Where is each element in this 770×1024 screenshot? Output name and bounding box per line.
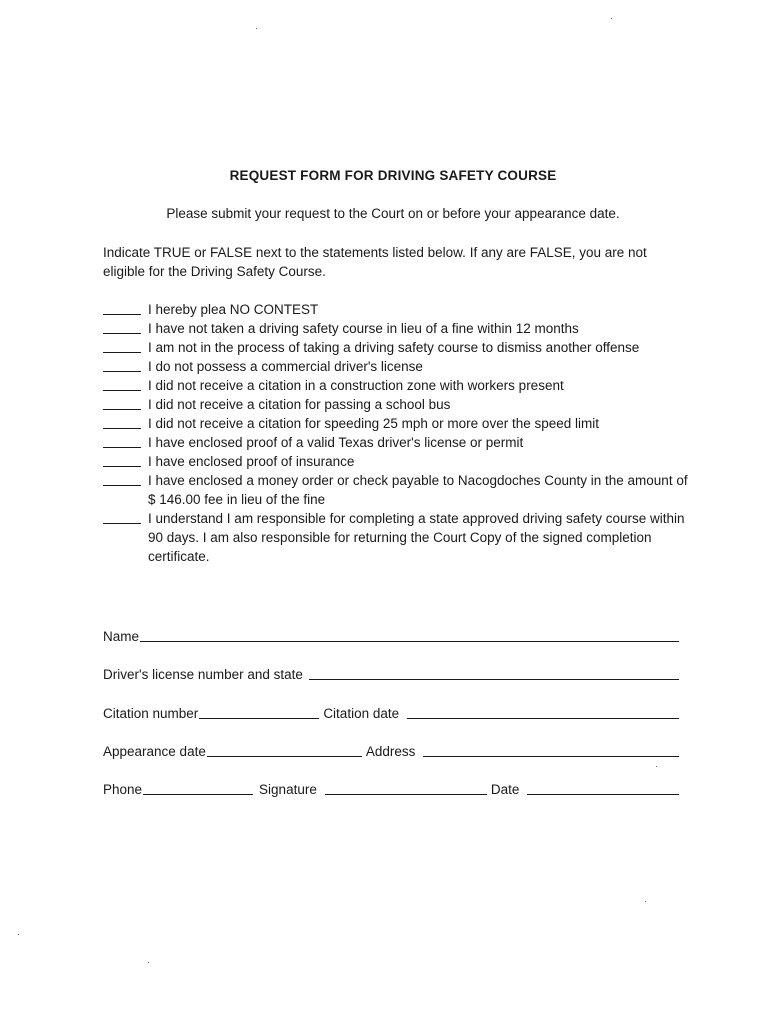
statement-text: I have enclosed a money order or check payable to Nacogdoches County in the amount of $ 146.00 fee in lieu of the fine (148, 473, 688, 507)
license-label: Driver's license number and state (103, 667, 303, 682)
license-field[interactable] (309, 665, 679, 680)
instructions-text: Indicate TRUE or FALSE next to the statements listed below. If any are FALSE, you are not eligible for the Driving Safety Course. (103, 245, 647, 279)
true-false-blank[interactable] (103, 319, 141, 334)
statement-text: I did not receive a citation for passing a school bus (148, 397, 451, 412)
true-false-blank[interactable] (103, 300, 141, 315)
statement-text: I am not in the process of taking a driving safety course to dismiss another offense (148, 340, 640, 355)
statement-text: I understand I am responsible for completing a state approved driving safety course within 90 days. I am also responsible for returning the Court Copy of the signed completion certificate. (148, 511, 685, 564)
statement-item (103, 300, 693, 319)
scan-speck (148, 962, 149, 963)
true-false-blank[interactable] (103, 395, 141, 410)
true-false-blank[interactable] (103, 376, 141, 391)
true-false-blank[interactable] (103, 338, 141, 353)
statement-item (103, 338, 693, 357)
true-false-blank[interactable] (103, 433, 141, 448)
appearance-date-field[interactable] (207, 742, 362, 757)
true-false-blank[interactable] (103, 509, 141, 524)
citation-date-field[interactable] (407, 704, 679, 719)
citation-number-field[interactable] (199, 704, 319, 719)
license-row (103, 662, 683, 682)
statement-item (103, 433, 693, 452)
citation-date-label: Citation date (323, 706, 400, 721)
form-title: REQUEST FORM FOR DRIVING SAFETY COURSE (229, 168, 557, 183)
statement-item (103, 376, 693, 395)
statement-text: I have enclosed proof of insurance (148, 454, 355, 469)
phone-label: Phone (103, 782, 143, 797)
scan-speck (611, 18, 612, 19)
statement-list (103, 300, 693, 566)
statement-text: I did not receive a citation for speeding 25 mph or more over the speed limit (148, 416, 599, 431)
appearance-row (103, 739, 683, 759)
statement-text: I have enclosed proof of a valid Texas driver's license or permit (148, 435, 524, 450)
statement-item (103, 509, 693, 566)
scan-speck (656, 766, 657, 767)
citation-row (103, 701, 683, 721)
citation-number-label: Citation number (103, 706, 199, 721)
scan-speck (256, 28, 257, 29)
true-false-blank[interactable] (103, 471, 141, 486)
statement-item (103, 395, 693, 414)
appearance-date-label: Appearance date (103, 744, 206, 759)
date-field[interactable] (527, 780, 679, 795)
statement-item (103, 319, 693, 338)
address-field[interactable] (423, 742, 679, 757)
statement-text: I hereby plea NO CONTEST (148, 302, 319, 317)
true-false-blank[interactable] (103, 357, 141, 372)
date-label: Date (490, 782, 520, 797)
address-label: Address (365, 744, 416, 759)
scan-speck (645, 901, 646, 902)
statement-text: I did not receive a citation in a construction zone with workers present (148, 378, 564, 393)
true-false-blank[interactable] (103, 452, 141, 467)
scan-speck (18, 934, 19, 935)
statement-item (103, 357, 693, 376)
true-false-blank[interactable] (103, 414, 141, 429)
name-row (103, 624, 683, 644)
name-field[interactable] (140, 627, 679, 642)
statement-text: I do not possess a commercial driver's license (148, 359, 423, 374)
statement-item (103, 414, 693, 433)
name-label: Name (103, 629, 140, 644)
statement-item (103, 471, 693, 509)
signature-label: Signature (259, 782, 317, 797)
phone-field[interactable] (143, 780, 253, 795)
statement-text: I have not taken a driving safety course in lieu of a fine within 12 months (148, 321, 579, 336)
signature-field[interactable] (325, 780, 487, 795)
intro-text: Please submit your request to the Court on or before your appearance date. (166, 206, 620, 221)
statement-item (103, 452, 693, 471)
signature-row (103, 777, 683, 797)
